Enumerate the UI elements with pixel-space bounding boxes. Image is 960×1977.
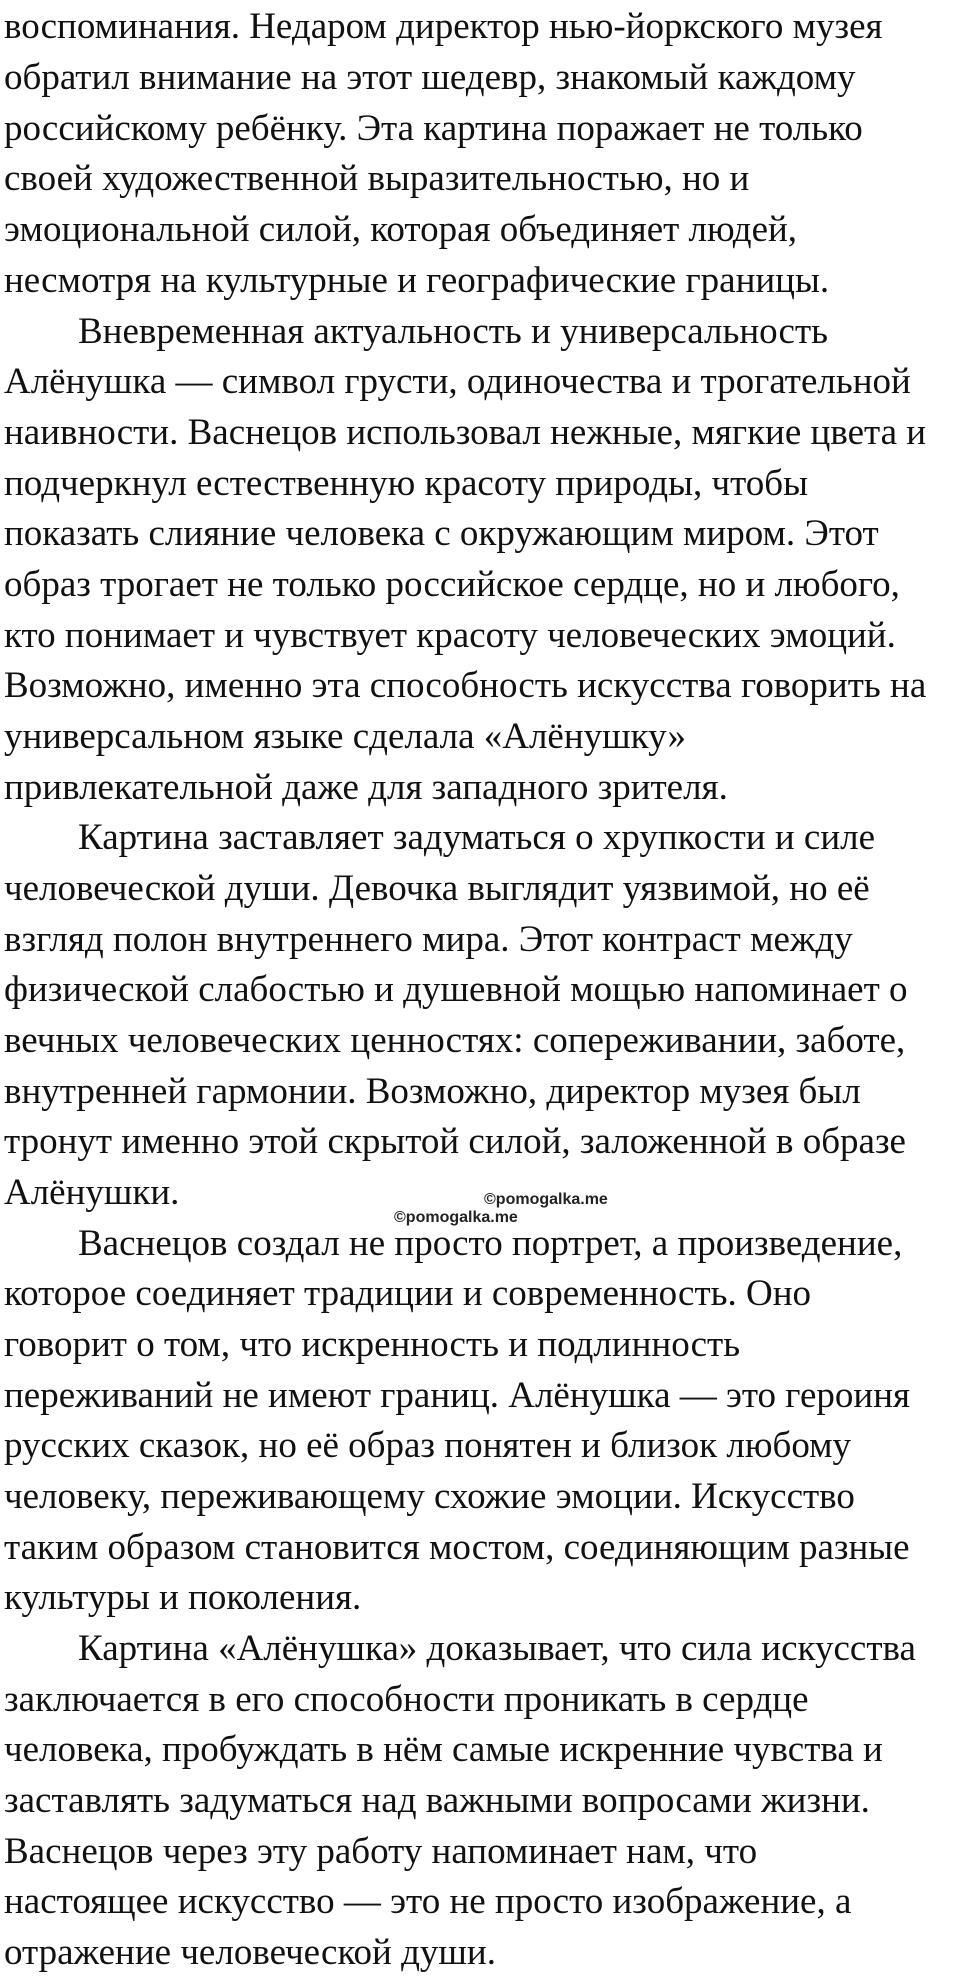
text-line: переживаний не имеют границ. Алёнушка — это героиня [4,1375,911,1416]
text-line: образ трогает не только российское сердце, но и любого, [4,564,900,605]
text-line: показать слияние человека с окружающим миром. Этот [4,513,879,554]
text-line: говорит о том, что искренность и подлинность [4,1324,741,1365]
text-line: культуры и поколения. [4,1577,362,1618]
text-line: кто понимает и чувствует красоту человеческих эмоций. [4,615,896,656]
text-line: настоящее искусство — это не просто изображение, а [4,1881,852,1922]
text-line: взгляд полон внутреннего мира. Этот контраст между [4,919,853,960]
text-line: обратил внимание на этот шедевр, знакомый каждому [4,57,856,98]
watermark: ©pomogalka.me [394,1209,518,1226]
text-line: человека, пробуждать в нём самые искренние чувства и [4,1729,883,1770]
text-line: привлекательной даже для западного зрителя. [4,767,728,808]
text-line: которое соединяет традиции и современность. Оно [4,1273,812,1314]
text-line: Алёнушки. [4,1172,180,1213]
text-line: внутренней гармонии. Возможно, директор музея был [4,1071,861,1112]
text-line: Картина «Алёнушка» доказывает, что сила искусства [78,1628,916,1669]
text-line: воспоминания. Недаром директор нью-йоркского музея [4,6,883,47]
watermark: ©pomogalka.me [484,1191,608,1208]
text-line: российскому ребёнку. Эта картина поражает не только [4,108,863,149]
text-line: Васнецов через эту работу напоминает нам, что [4,1831,758,1872]
text-line: человеческой души. Девочка выглядит уязвимой, но её [4,868,870,909]
text-line: несмотря на культурные и географические границы. [4,260,830,301]
text-line: Васнецов создал не просто портрет, а произведение, [78,1223,903,1264]
text-line: Вневременная актуальность и универсальность [78,311,829,352]
text-line: наивности. Васнецов использовал нежные, мягкие цвета и [4,412,927,453]
text-line: универсальном языке сделала «Алёнушку» [4,716,687,757]
text-line: подчеркнул естественную красоту природы, чтобы [4,463,808,504]
text-line: заставлять задуматься над важными вопросами жизни. [4,1780,870,1821]
text-line: человеку, переживающему схожие эмоции. Искусство [4,1476,855,1517]
text-line: эмоциональной силой, которая объединяет людей, [4,209,798,250]
text-line: заключается в его способности проникать в сердце [4,1679,809,1720]
text-line: таким образом становится мостом, соединяющим разные [4,1527,910,1568]
text-line: вечных человеческих ценностях: сопереживании, заботе, [4,1020,906,1061]
text-line: Картина заставляет задуматься о хрупкости и силе [78,817,875,858]
text-line: Алёнушка — символ грусти, одиночества и трогательной [4,361,911,402]
text-line: русских сказок, но её образ понятен и близок любому [4,1425,852,1466]
text-line: отражение человеческой души. [4,1932,496,1973]
text-line: своей художественной выразительностью, но и [4,158,750,199]
text-line: физической слабостью и душевной мощью напоминает о [4,969,908,1010]
text-line: Возможно, именно эта способность искусства говорить на [4,665,927,706]
text-line: тронут именно этой скрытой силой, заложенной в образе [4,1121,906,1162]
